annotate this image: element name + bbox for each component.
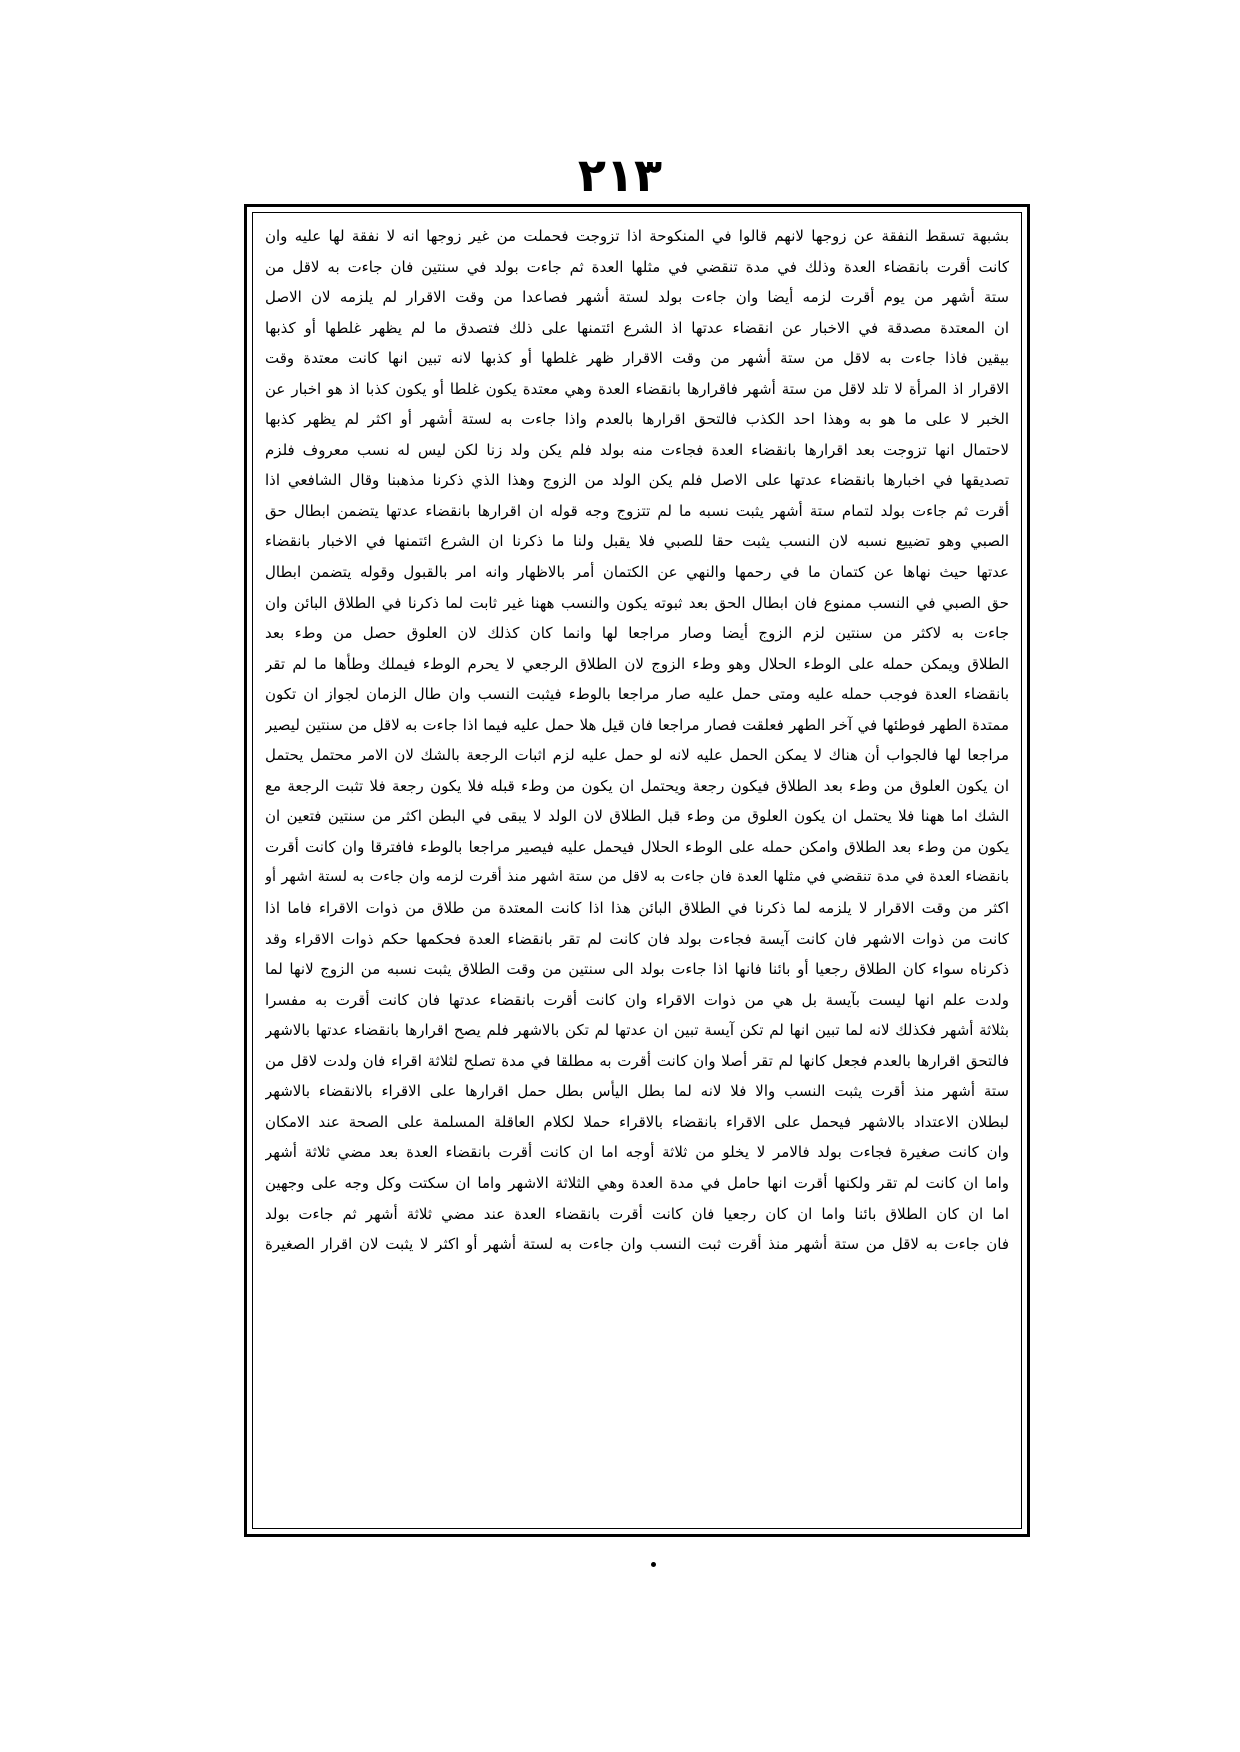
text-line: ولدت علم انها ليست بآيسة بل هي من ذوات الاقراء وان كانت أقرت بانقضاء عدتها فان كانت أقرت به مفسرا — [265, 990, 1009, 1009]
text-line: ان المعتدة مصدقة في الاخبار عن انقضاء عدتها اذ الشرع ائتمنها على ذلك فتصدق ما لم يظهر غلطها أو كذبها — [265, 318, 1009, 337]
text-line: كانت أقرت بانقضاء العدة وذلك في مدة تنقضي في مثلها العدة ثم جاءت بولد في سنتين فان جاءت به لاقل من — [265, 257, 1009, 276]
text-line: اما ان كان الطلاق بائنا واما ان كان رجعيا فان كانت أقرت بانقضاء العدة عند مضي ثلاثة أشهر ثم جاءت بولد — [265, 1204, 1009, 1223]
text-line: الصبي وهو تضييع نسبه لان النسب يثبت حقا للصبي فلا يقبل ولنا ما ذكرنا ان الشرع ائتمنها في الاخبار بانقضاء — [265, 532, 1009, 551]
text-line: حق الصبي في النسب ممنوع فان ابطال الحق بعد ثبوته يكون والنسب ههنا غير ثابت لما ذكرنا في الطلاق البائن وان — [265, 593, 1009, 612]
text-line: ستة أشهر منذ أقرت يثبت النسب والا فلا لانه لما بطل اليأس بطل حمل اقرارها على الاقراء بالانقضاء بالاشهر — [265, 1082, 1009, 1101]
text-line: أقرت ثم جاءت بولد لتمام ستة أشهر يثبت نسبه ما لم تتزوج وجه قوله ان اقرارها بانقضاء عدتها يتضمن ابطال حق — [265, 501, 1009, 520]
page-number: ۲۱۳ — [577, 148, 663, 202]
text-body — [265, 221, 1009, 1520]
text-line: لاحتمال انها تزوجت بعد اقرارها بانقضاء العدة فجاءت منه بولد فلم يكن ولد زنا لكن ليس له نسب معروف فلزم — [265, 440, 1009, 459]
text-line: الاقرار اذ المرأة لا تلد لاقل من ستة أشهر فاقرارها بانقضاء العدة وهي معتدة يكون غلطا أو يكون كذبا اذ هو اخبار عن — [265, 379, 1009, 398]
text-line: يكون من وطء بعد الطلاق وامكن حمله على الوطء الحلال فيحمل عليه فيصير مراجعا بالوطء فافترقا وان كانت أقرت — [265, 837, 1009, 856]
text-line: بيقين فاذا جاءت به لاقل من ستة أشهر من وقت الاقرار ظهر غلطها أو كذبها لانه تبين انها كانت معتدة وقت — [265, 349, 1009, 368]
text-line: ممتدة الطهر فوطئها في آخر الطهر فعلقت فصار مراجعا فان قيل هلا حمل عليه فيما اذا جاءت به لاقل من سنتين ليصير — [265, 715, 1009, 734]
text-line: فالتحق اقرارها بالعدم فجعل كانها لم تقر أصلا وان كانت أقرت به مطلقا في مدة تصلح لثلاثة اقراء فان ولدت لاقل من — [265, 1051, 1009, 1070]
text-line: كانت من ذوات الاشهر فان كانت آيسة فجاءت بولد فان كانت لم تقر بانقضاء العدة فحكمها حكم ذوات الاقراء وقد — [265, 929, 1009, 948]
text-line: واما ان كانت لم تقر ولكنها أقرت انها حامل في مدة العدة وهي الثلاثة الاشهر واما ان سكتت وكل وجه على وجهين — [265, 1173, 1009, 1192]
text-line: اكثر من وقت الاقرار لا يلزمه لما ذكرنا في الطلاق البائن هذا اذا كانت المعتدة من طلاق من ذوات الاقراء فاما اذا — [265, 899, 1009, 918]
page-frame-inner — [252, 212, 1022, 1529]
text-line: بشبهة تسقط النفقة عن زوجها لانهم قالوا في المنكوحة اذا تزوجت فحملت من غير زوجها انه لا نفقة لها عليه وان — [265, 227, 1009, 245]
text-line: ان يكون العلوق من وطء بعد الطلاق فيكون رجعة ويحتمل ان يكون من وطء قبله فلا يكون رجعة فلا تثبت الرجعة مع — [265, 776, 1009, 795]
footer-dot — [651, 1562, 656, 1567]
text-line: ذكرناه سواء كان الطلاق رجعيا أو بائنا فانها اذا جاءت بولد الى سنتين من وقت الطلاق يثبت نسبه من الزوج لانها لما — [265, 960, 1009, 979]
text-line: بثلاثة أشهر فكذلك لانه لما تبين انها لم تكن آيسة تبين ان عدتها لم تكن بالاشهر فلم يصح اقرارها بانقضاء عدتها بالاشهر — [265, 1021, 1009, 1040]
text-line: الشك اما ههنا فلا يحتمل ان يكون العلوق من وطء قبل الطلاق لان الولد لا يبقى في البطن اكثر من سنتين فتعين ان — [265, 807, 1009, 826]
text-line: لبطلان الاعتداد بالاشهر فيحمل على الاقراء بانقضاء بالاقراء حملا لكلام العاقلة المسلمة على الصحة عند الامكان — [265, 1112, 1009, 1131]
text-line: تصديقها في اخبارها بانقضاء عدتها على الاصل فلم يكن الولد من الزوج وهذا الذي ذكرنا مذهبنا وقال الشافعي اذا — [265, 471, 1009, 490]
text-line: مراجعا لها فالجواب أن هناك لا يمكن الحمل عليه لانه لو حمل عليه لزم اثبات الرجعة بالشك لان الامر محتمل يحتمل — [265, 746, 1009, 765]
text-line: بانقضاء العدة فوجب حمله عليه ومتى حمل عليه صار مراجعا بالوطء فيثبت النسب وان طال الزمان لجواز ان تكون — [265, 685, 1009, 704]
text-line: وان كانت صغيرة فجاءت بولد فالامر لا يخلو من ثلاثة أوجه اما ان كانت أقرت بانقضاء العدة بعد مضي ثلاثة أشهر — [265, 1143, 1009, 1162]
text-line: ستة أشهر من يوم أقرت لزمه أيضا وان جاءت بولد لستة أشهر فصاعدا من وقت الاقرار لم يلزمه لان الاصل — [265, 288, 1009, 307]
text-line: فان جاءت به لاقل من ستة أشهر منذ أقرت ثبت النسب وان جاءت به لستة أشهر أو اكثر لا يثبت لان اقرار الصغيرة — [265, 1235, 1009, 1254]
text-line: الخبر لا على ما هو به وهذا احد الكذب فالتحق اقرارها بالعدم واذا جاءت به لستة أشهر أو اكثر لم يظهر كذبها — [265, 410, 1009, 429]
text-line: جاءت به لاكثر من سنتين لزم الزوج أيضا وصار مراجعا لها وانما كان كذلك لان العلوق حصل من وطء بعد — [265, 624, 1009, 643]
text-line: بانقضاء العدة في مدة تنقضي في مثلها العدة فان جاءت به لاقل من ستة اشهر منذ أقرت لزمه وان جاءت به لستة اشهر أو — [265, 869, 1009, 886]
text-line: عدتها حيث نهاها عن كتمان ما في رحمها والنهي عن الكتمان أمر بالاظهار وانه امر بالقبول وقوله يتضمن ابطال — [265, 563, 1009, 582]
text-line: الطلاق ويمكن حمله على الوطء الحلال وهو وطء الزوج لان الطلاق الرجعي لا يحرم الوطء فيملك وطأها ما لم تقر — [265, 654, 1009, 673]
